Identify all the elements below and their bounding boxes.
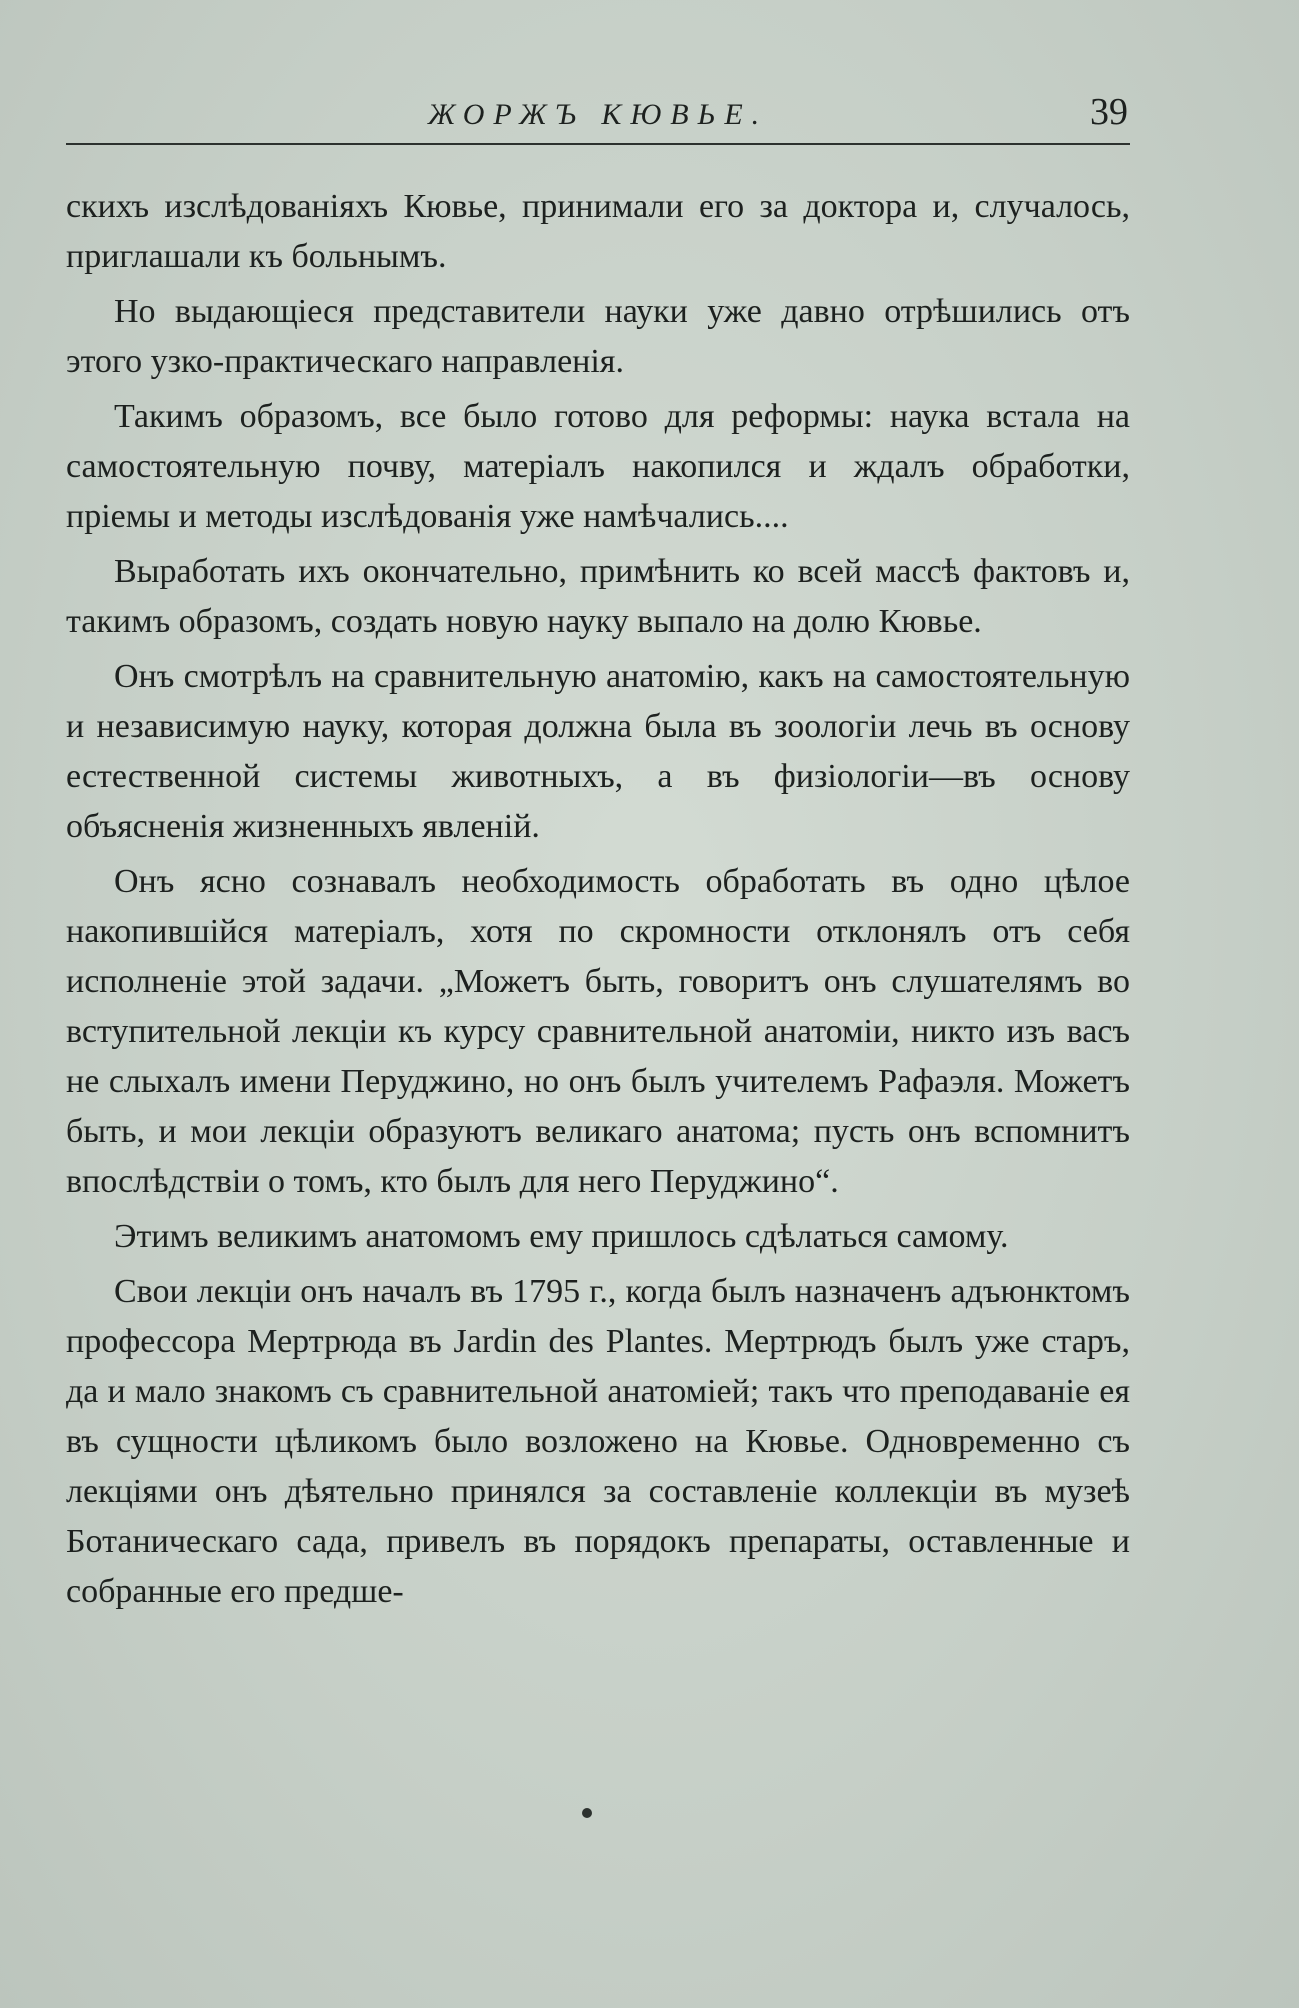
body-text [66, 182, 1130, 1622]
page-number: 39 [1090, 91, 1128, 133]
paragraph: Онъ смотрѣлъ на сравнительную анатомію, какъ на самостоятельную и независимую науку, которая должна была въ зоологіи лечь въ основу естественной системы животныхъ, а въ физіологіи—въ основу объясненія жизненныхъ явленій. [66, 658, 1130, 845]
running-title: ЖОРЖЪ КЮВЬЕ. [427, 98, 769, 131]
header-rule [66, 143, 1130, 145]
paragraph: Этимъ великимъ анатомомъ ему пришлось сдѣлаться самому. [114, 1218, 1009, 1255]
paragraph: Но выдающіеся представители науки уже давно отрѣшились отъ этого узко-практическаго направленія. [66, 293, 1130, 380]
paragraph: скихъ изслѣдованіяхъ Кювье, принимали его за доктора и, случалось, приглашали къ больнымъ. [66, 188, 1130, 275]
running-head [66, 88, 1130, 138]
ornament-dot [582, 1808, 592, 1818]
paragraph: Такимъ образомъ, все было готово для реформы: наука встала на самостоятельную почву, матеріалъ накопился и ждалъ обработки, пріемы и методы изслѣдованія уже намѣчались.... [66, 398, 1130, 535]
paragraph: Свои лекціи онъ началъ въ 1795 г., когда былъ назначенъ адъюнктомъ профессора Мертрюда въ Jardin des Plantes. Мертрюдъ былъ уже старъ, да и мало знакомъ съ сравнительной анатоміей; такъ что преподаваніе ея въ сущности цѣликомъ было возложено на Кювье. Одновременно съ лекціями онъ дѣятельно принялся за составленіе коллекціи въ музеѣ Ботаническаго сада, привелъ въ порядокъ препараты, оставленные и собранные его предше- [66, 1273, 1130, 1610]
paragraph: Выработать ихъ окончательно, примѣнить ко всей массѣ фактовъ и, такимъ образомъ, создать новую науку выпало на долю Кювье. [66, 553, 1130, 640]
paragraph: Онъ ясно сознавалъ необходимость обработать въ одно цѣлое накопившійся матеріалъ, хотя по скромности отклонялъ отъ себя исполненіе этой задачи. „Можетъ быть, говоритъ онъ слушателямъ во вступительной лекціи къ курсу сравнительной анатоміи, никто изъ васъ не слыхалъ имени Перуджино, но онъ былъ учителемъ Рафаэля. Можетъ быть, и мои лекціи образуютъ великаго анатома; пусть онъ вспомнитъ впослѣдствіи о томъ, кто былъ для него Перуджино“. [66, 863, 1130, 1200]
